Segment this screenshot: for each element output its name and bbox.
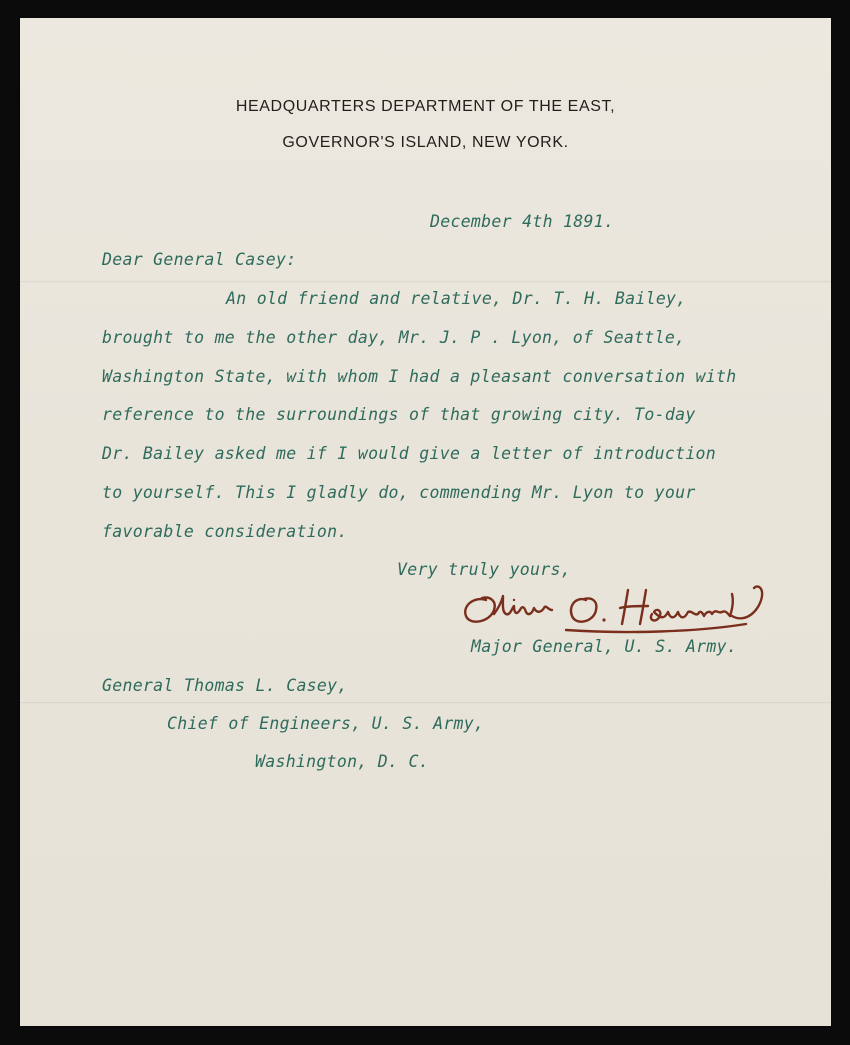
recipient-name: General Thomas L. Casey, [102,676,348,695]
letter-date: December 4th 1891. [430,212,615,231]
handwritten-signature [456,570,776,640]
recipient-location: Washington, D. C. [255,752,429,771]
letterhead-line-2: GOVERNOR'S ISLAND, NEW YORK. [282,134,569,151]
letterhead-line-1: HEADQUARTERS DEPARTMENT OF THE EAST, [235,98,616,115]
body-line: to yourself. This I gladly do, commending Mr. Lyon to your [102,483,696,502]
fold-crease [20,280,831,283]
letter-page [20,18,831,1026]
body-line: An old friend and relative, Dr. T. H. Bailey, [226,289,687,308]
body-line: brought to me the other day, Mr. J. P . Lyon, of Seattle, [102,328,686,347]
salutation: Dear General Casey: [102,250,297,269]
recipient-title: Chief of Engineers, U. S. Army, [167,714,485,733]
fold-crease [20,701,831,704]
body-line: reference to the surroundings of that growing city. To-day [102,405,696,424]
closing: Very truly yours, [397,560,571,579]
body-line: Dr. Bailey asked me if I would give a letter of introduction [102,444,717,463]
body-line: Washington State, with whom I had a pleasant conversation with [102,367,737,386]
body-line: favorable consideration. [102,522,348,541]
signer-title: Major General, U. S. Army. [471,637,738,656]
